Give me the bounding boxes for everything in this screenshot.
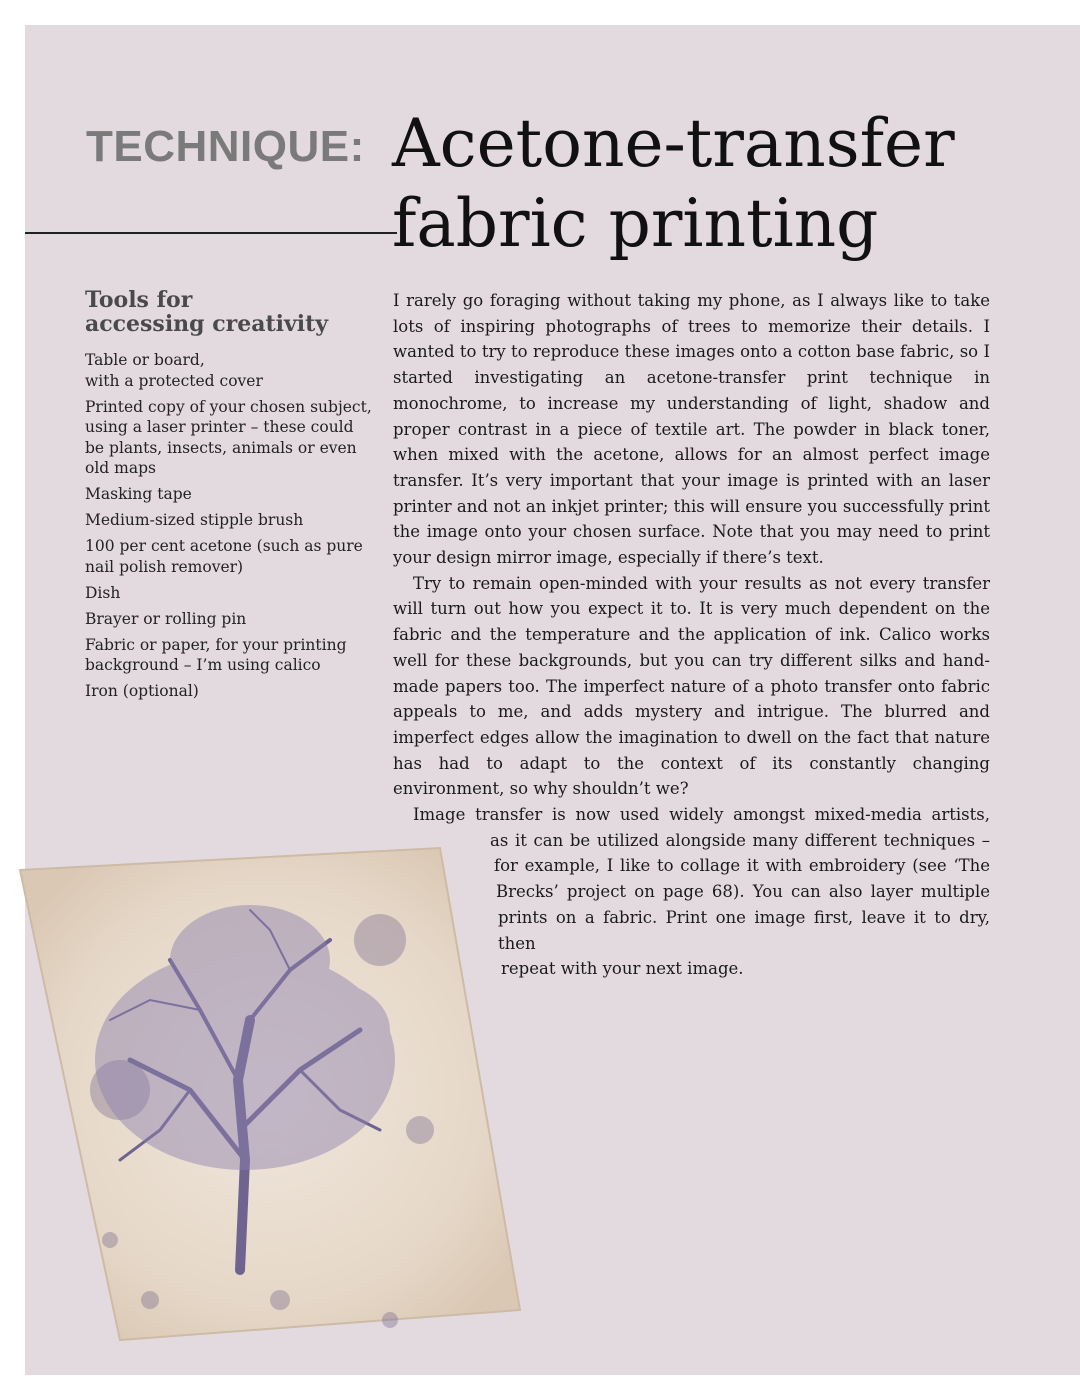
tool-item: Medium-sized stipple brush [85, 511, 304, 529]
tools-heading-line-2: accessing creativity [85, 311, 329, 337]
paragraph-3-line: for example, I like to collage it with embroidery (see ‘The [494, 856, 990, 876]
tool-item: Masking tape [85, 485, 192, 503]
tools-heading-line-1: Tools for [85, 287, 193, 313]
tool-item: Iron (optional) [85, 682, 199, 700]
paragraph-3-line: as it can be utilized alongside many different techniques – [490, 830, 990, 850]
tool-item: Table or board, with a protected cover [85, 351, 263, 390]
paragraph-1: I rarely go foraging without taking my phone, as I always like to take lots of inspiring photographs of trees to memorize their details. I wanted to try to reproduce these images onto a cotton base fabric, so I started investigating an acetone-transfer print technique in monochrome, to increase my understanding of light, shadow and proper contrast in a piece of textile art. The powder in black toner, when mixed with the acetone, allows for an almost perfect image transfer. It’s very important that your image is printed with an laser printer and not an inkjet printer; this will ensure you successfully print the image onto your chosen surface. Note that you may need to print your design mirror image, especially if there’s text. [393, 291, 990, 568]
paragraph-3-line: prints on a fabric. Print one image first, leave it to dry, then [498, 907, 990, 953]
header-rule [25, 232, 397, 234]
title-line-2: fabric printing [392, 185, 879, 262]
tools-sidebar [85, 288, 375, 707]
tool-item: Dish [85, 583, 121, 602]
tools-heading [85, 288, 375, 336]
tool-item: Brayer or rolling pin [85, 609, 247, 628]
paragraph-3-line: repeat with your next image. [501, 959, 744, 979]
technique-label: TECHNIQUE: [86, 122, 365, 171]
paragraph-3-line: Image transfer is now used widely amongst mixed-media artists, [413, 805, 990, 825]
tool-item: Fabric or paper, for your printing background – I’m using calico [85, 635, 347, 674]
tools-list [85, 350, 375, 702]
paragraph-2: Try to remain open-minded with your results as not every transfer will turn out how you expect it to. It is very much dependent on the fabric and the temperature and the application of ink. Calico works well for these backgrounds, but you can try different silks and hand-made papers too. The imperfect nature of a photo transfer onto fabric appeals to me, and adds mystery and intrigue. The blurred and imperfect edges allow the imagination to dwell on the fact that nature has had to adapt to the context of its constantly changing environment, so why shouldn’t we? [393, 573, 990, 799]
tree-print-fabric-image [0, 830, 560, 1350]
page-title [392, 104, 1072, 264]
paragraph-3-line: Brecks’ project on page 68). You can also layer multiple [496, 882, 990, 902]
title-line-1: Acetone-transfer [392, 105, 955, 182]
tool-item: Printed copy of your chosen subject, using a laser printer – these could be plants, insects, animals or even old maps [85, 397, 372, 477]
tool-item: 100 per cent acetone (such as pure nail polish remover) [85, 537, 363, 576]
